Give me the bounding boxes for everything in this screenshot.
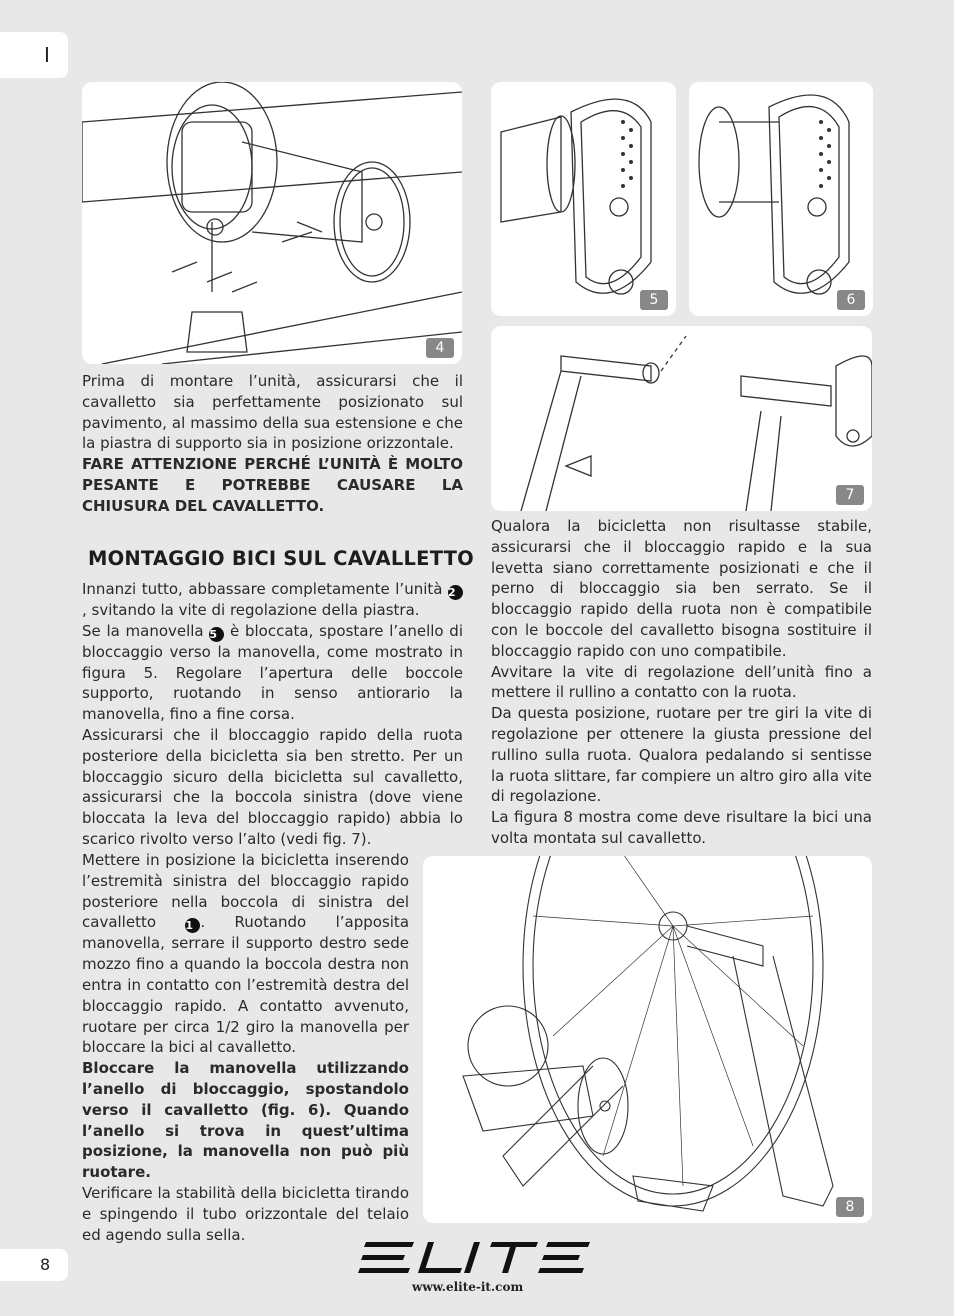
- paragraph-2: Se la manovella 5 è bloccata, spostare l’anello di bloccaggio verso la manovella, come mostrato in figura 5. Regolare l’apertura delle boccole supporto, ruotando in senso antiorario la manovella, fino a fine corsa.: [82, 621, 463, 724]
- intro-paragraph: Prima di montare l’unità, assicurarsi che il cavalletto sia perfettamente posizionato sul pavimento, al massimo della sua estensione e che la piastra di supporto sia in posizione orizzontale.: [82, 372, 463, 453]
- figure-8: [423, 856, 872, 1223]
- mounting-text-block: [82, 579, 463, 850]
- paragraph-1: Innanzi tutto, abbassare completamente l’unità 2, svitando la vite di regolazione della piastra.: [82, 579, 463, 621]
- paragraph-6: Verificare la stabilità della bicicletta tirando e spingendo il tubo orizzontale del telaio ed agendo sulla sella.: [82, 1183, 409, 1244]
- figure-5: [491, 82, 676, 316]
- page-number: 8: [0, 1249, 68, 1281]
- paragraph-4: Mettere in posizione la bicicletta inserendo l’estremità sinistra del bloccaggio rapido posteriore nella boccola di sinistra del cavalletto 1 . Ruotando l’apposita manovella, serrare il supporto destro sede mozzo fino a quando la boccola destra non entra in contatto con l’estremità destra del bloccaggio rapido. A contatto avvenuto, ruotare per circa 1/2 giro la manovella per bloccare la bici al cavalletto.: [82, 851, 410, 1057]
- figure-4-number: 4: [426, 338, 454, 358]
- website-url[interactable]: www.elite-it.com: [412, 1280, 524, 1294]
- badge-1: 1: [185, 918, 200, 933]
- figure-5-number: 5: [640, 290, 668, 310]
- badge-2: 2: [448, 585, 463, 600]
- figure-6-number: 6: [837, 290, 865, 310]
- elite-logo: [358, 1240, 590, 1276]
- language-tab: I: [0, 32, 68, 78]
- right-paragraph-4: La figura 8 mostra come deve risultare la bici una volta montata sul cavalletto.: [491, 808, 872, 847]
- right-paragraph-2: Avvitare la vite di regolazione dell’unità fino a mettere il rullino a contatto con la ruota.: [491, 662, 872, 702]
- figure-6: [689, 82, 873, 316]
- right-paragraph-3: Da questa posizione, ruotare per tre giri la vite di regolazione per ottenere la giusta pressione del rullino sulla ruota. Qualora pedalando si sentisse la ruota slittare, far compiere un altro giro alla vite di regolazione.: [491, 704, 872, 806]
- paragraph-3: Assicurarsi che il bloccaggio rapido della ruota posteriore della bicicletta sia ben stretto. Per un bloccaggio sicuro della bicicletta sul cavalletto, assicurarsi che la boccola sinistra (dove viene bloccata la leva del bloccaggio rapido) abbia lo scarico rivolto verso l’alto (vedi fig. 7).: [82, 725, 463, 848]
- figure-7-number: 7: [836, 485, 864, 505]
- mounting-text-block-narrow: [82, 850, 409, 1245]
- figure-7: [491, 326, 872, 511]
- warning-paragraph: FARE ATTENZIONE PERCHÉ L’UNITÀ È MOLTO PESANTE E POTREBBE CAUSARE LA CHIUSURA DEL CAVALLETTO.: [82, 455, 463, 515]
- figure-8-number: 8: [836, 1197, 864, 1217]
- intro-block: [82, 371, 463, 517]
- right-text-block: [491, 516, 872, 849]
- badge-5: 5: [209, 627, 224, 642]
- paragraph-5-bold: Bloccare la manovella utilizzando l’anello di bloccaggio, spostandolo verso il cavalletto (fig. 6). Quando l’anello si trova in quest’ultima posizione, la manovella non può più ruotare.: [82, 1059, 409, 1182]
- section-heading: MONTAGGIO BICI SUL CAVALLETTO: [88, 547, 474, 570]
- figure-4: [82, 82, 462, 364]
- right-paragraph-1: Qualora la bicicletta non risultasse stabile, assicurarsi che il bloccaggio rapido e la sua levetta siano correttamente posizionati e che il perno di bloccaggio sia ben serrato. Se il bloccaggio rapido della ruota non è compatibile con le boccole del cavalletto bisogna sostituire il bloccaggio rapido con uno compatibile.: [491, 517, 872, 660]
